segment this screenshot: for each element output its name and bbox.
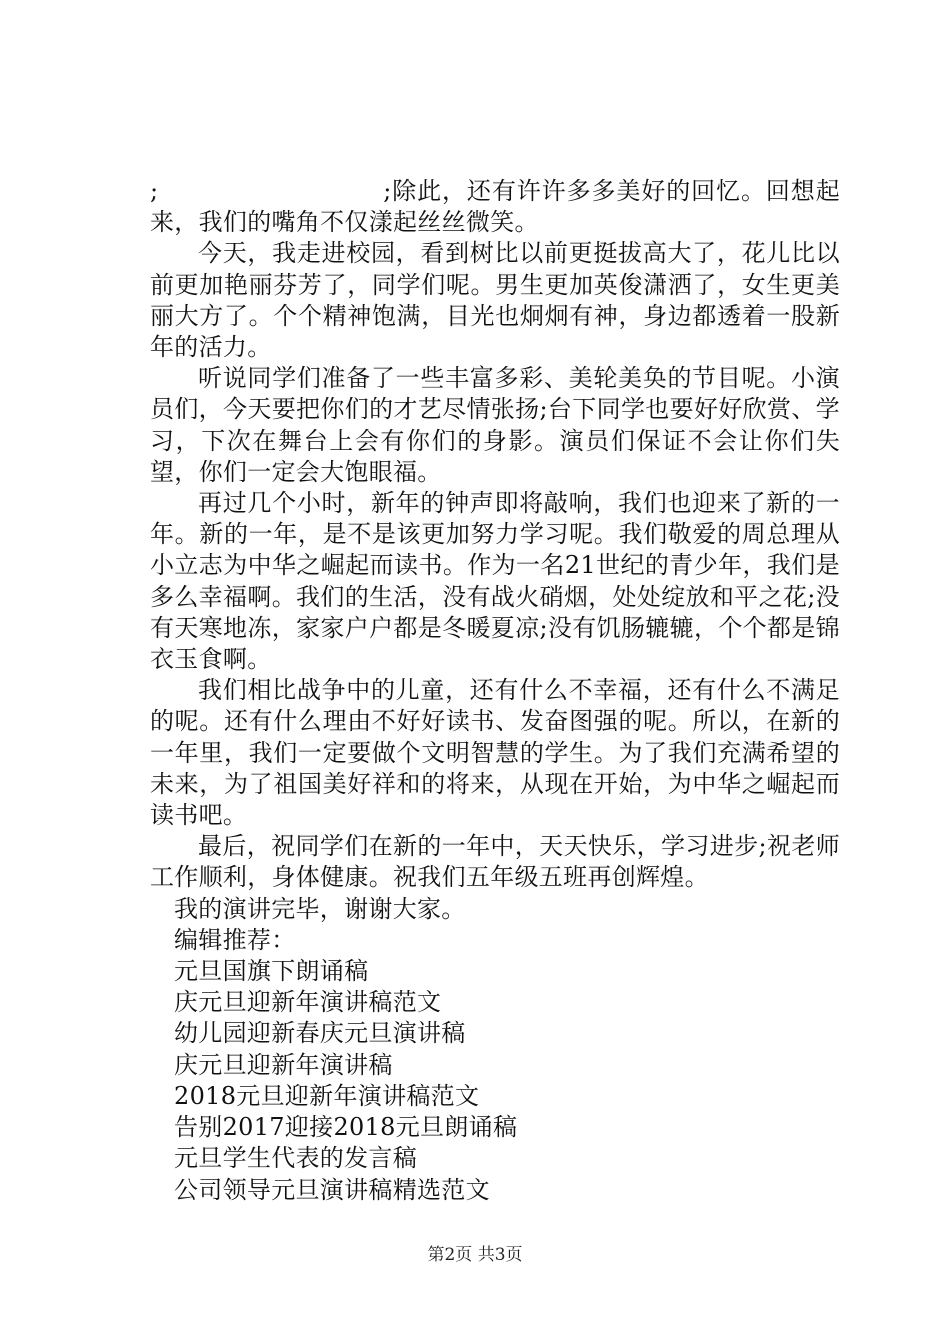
recommend-link[interactable]: 庆元旦迎新年演讲稿 <box>174 1050 393 1079</box>
closing-line: 我的演讲完毕，谢谢大家。 <box>174 894 466 923</box>
recommend-link[interactable]: 庆元旦迎新年演讲稿范文 <box>174 988 442 1017</box>
recommend-link[interactable]: 2018元旦迎新年演讲稿范文 <box>174 1081 480 1110</box>
recommend-heading: 编辑推荐： <box>174 925 296 954</box>
paragraph-performance: 听说同学们准备了一些丰富多彩、美轮美奂的节目呢。小演员们，今天要把你们的才艺尽情张扬;台下同学也要好好欣赏、学习，下次在舞台上会有你们的身影。演员们保证不会让你们失望，你们一定会大饱眼福。 <box>150 364 840 486</box>
recommend-link[interactable]: 元旦学生代表的发言稿 <box>174 1144 417 1173</box>
paragraph-campus: 今天，我走进校园，看到树比以前更挺拔高大了，花儿比以前更加艳丽芬芳了，同学们呢。男生更加英俊潇洒了，女生更美丽大方了。个个精神饱满，目光也炯炯有神，身边都透着一股新年的活力。 <box>150 239 840 362</box>
paragraph-comparison: 我们相比战争中的儿童，还有什么不幸福，还有什么不满足的呢。还有什么理由不好好读书、发奋图强的呢。所以，在新的一年里，我们一定要做个文明智慧的学生。为了我们充满希望的未来，为了祖国美好祥和的将来，从现在开始，为中华之崛起而读书吧。 <box>150 676 840 830</box>
paragraph-wishes: 最后，祝同学们在新的一年中，天天快乐，学习进步;祝老师工作顺利，身体健康。祝我们五年级五班再创辉煌。 <box>150 832 840 892</box>
recommend-link[interactable]: 告别2017迎接2018元旦朗诵稿 <box>174 1113 518 1142</box>
recommend-link[interactable]: 公司领导元旦演讲稿精选范文 <box>174 1175 490 1204</box>
document-body <box>150 176 840 1206</box>
recommend-link[interactable]: 元旦国旗下朗诵稿 <box>174 957 369 986</box>
paragraph-new-year: 再过几个小时，新年的钟声即将敲响，我们也迎来了新的一年。新的一年，是不是该更加努力学习呢。我们敬爱的周总理从小立志为中华之崛起而读书。作为一名21世纪的青少年，我们是多么幸福啊。我们的生活，没有战火硝烟，处处绽放和平之花;没有天寒地冻，家家户户都是冬暖夏凉;没有饥肠辘辘，个个都是锦衣玉食啊。 <box>150 489 840 674</box>
paragraph-intro: ; ;除此，还有许许多多美好的回忆。回想起来，我们的嘴角不仅漾起丝丝微笑。 <box>150 177 840 237</box>
page-number-footer: 第2页 共3页 <box>427 1245 523 1265</box>
recommend-link[interactable]: 幼儿园迎新春庆元旦演讲稿 <box>174 1019 466 1048</box>
